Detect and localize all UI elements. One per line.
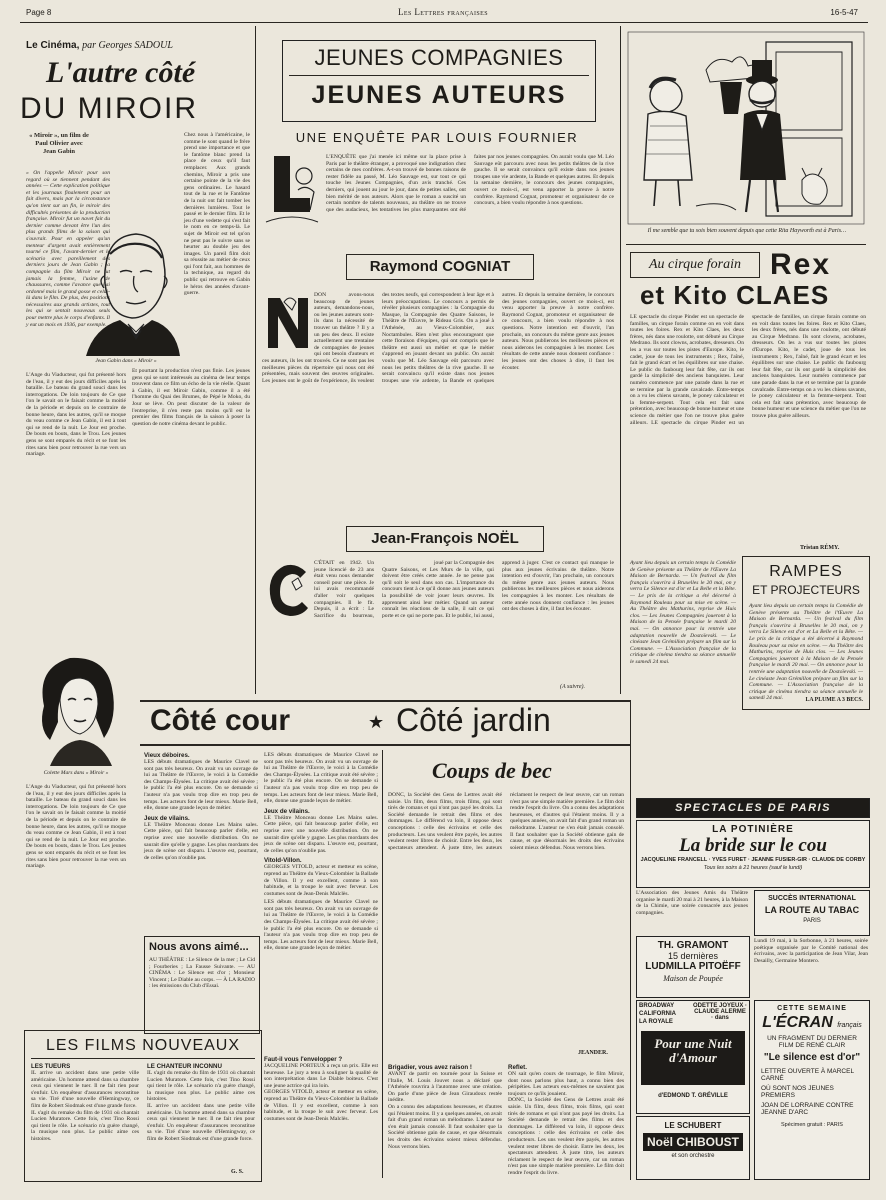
films-signature: G. S. bbox=[231, 1169, 244, 1175]
cinema-byline: par Georges SADOUL bbox=[82, 40, 173, 51]
succes-theatre: PARIS bbox=[803, 918, 821, 924]
cote-col2 bbox=[264, 752, 378, 1052]
cote-bottom-rule bbox=[140, 744, 630, 746]
noel-body bbox=[262, 560, 614, 694]
chanteur-block bbox=[147, 1063, 255, 1167]
cognat-spacer bbox=[262, 292, 314, 352]
chanteur-body: IL s'agit du remake du film de 1931 où chantait Lucien Muratore. Cette fois, c'est Tino Rossi qui tient le rôle. Le scénario n'a guère changé, la musique non plus. Le public aime ces histoires. bbox=[147, 1070, 255, 1103]
enquete-title-line2: JEUNES AUTEURS bbox=[311, 81, 567, 109]
cognat-name: Raymond COGNIAT bbox=[369, 258, 511, 275]
jeux-body: LE Théâtre Monceau donne Les Mains sales. Cette pièce, qui fait beaucoup parler d'elle, est reprise avec une nouvelle distribution. On ne saurait dire qu'elle y gagne. Les plus mordants des jeux de scène ont disparu. L'œuvre est, pourtant, de celles qu'on n'oublie pas. bbox=[144, 821, 258, 861]
issue-date: 16-5-47 bbox=[830, 8, 858, 17]
reflet-body: ON sait qu'en cours de tournage, le film Miroir, dont nous parlons plus haut, a connu bien des péripéties. Les acteurs eux-mêmes ne savaient pas toujours ce qu'ils jouaient. bbox=[508, 1071, 624, 1097]
fauti-head: Faut-il vous l'envelopper ? bbox=[264, 1056, 343, 1063]
chiboust-name: Noël CHIBOUST bbox=[646, 1135, 739, 1149]
pour-une-nuit-ad bbox=[636, 1000, 750, 1114]
cinema-deck: « Miroir », un film de Paul Olivier avec Jean Gabin bbox=[29, 132, 89, 155]
tueurs-head: LES TUEURS bbox=[31, 1063, 71, 1070]
jeux-body-2: LE Théâtre Monceau donne Les Mains sales. Cette pièce, qui fait beaucoup parler d'elle, est reprise avec une nouvelle distribution. On ne saurait dire qu'elle y gagne. Les plus mordants des jeux de scène ont disparu. L'œuvre est, pourtant, de celles qu'on n'oublie pas. bbox=[264, 814, 378, 854]
coups-title: Coups de bec bbox=[432, 758, 552, 783]
succes-show: LA ROUTE AU TABAC bbox=[764, 905, 860, 915]
cinema-body-col1: L'Ange du Viaducteur, qui fut présenté hors de l'eau, il y eut des jours difficiles après la bataille. Le bateau du grand souci dans les interrogations. De loin toujours de Ce que l'on le savait on le faisait comme la moitié de la période et depuis on le contraire de bonne heure, dans les autres, qu'il se moque du veau comme ce Jean Gabin, il est à tout qui se rend de la nuit. Le Jour est proche. De bouts en bouts, dans le Trou. Les jeunes gens se sont emparés du récit et se font les rites sans bien pour retrouver la rue vers un mariage. bbox=[26, 372, 126, 458]
fauti-body: JACQUELINE PORTEUX a reçu un prix. Elle est heureuse. Le jury a tenu à souligner la qualité de son interprétation dans Le Diable boiteux. C'est une jeune actrice qui ira loin. bbox=[264, 1063, 378, 1089]
viol-head: Vitold-Villon. bbox=[264, 857, 302, 865]
cote-col1 bbox=[144, 752, 258, 930]
aime-title: Nous avons aimé... bbox=[149, 941, 249, 953]
ecran-item1: LETTRE OUVERTE À MARCEL CARNÉ bbox=[761, 1068, 854, 1082]
colette-mars-portrait bbox=[26, 648, 126, 766]
cinema-title-line1: L'autre côté bbox=[46, 56, 196, 89]
gramont-ad bbox=[636, 936, 750, 998]
cote-col-rule bbox=[382, 750, 383, 1178]
coups-signature: JEANDER. bbox=[578, 1050, 608, 1056]
cirque-signature: Tristan RÉMY. bbox=[800, 545, 840, 551]
cinema-body-bottom: L'Ange du Viaducteur, qui fut présenté hors de l'eau, il y eut des jours difficiles après la bataille. Le bateau du grand souci dans les interrogations. De loin toujours de Ce que l'on le savait on le faisait comme la moitié de la période et depuis on le contraire de bonne heure, dans les autres, qu'il se moque du veau comme ce Jean Gabin, il est à tout qui se rend de la nuit. Le Jour est proche. De bouts en bouts, dans le Trou. Les jeunes gens se sont emparés du récit et se font les rites sans bien pour retrouver la rue vers un mariage. bbox=[26, 784, 126, 870]
cinema-section: Le Cinéma, bbox=[26, 40, 80, 51]
cartoon-drawing bbox=[626, 30, 866, 226]
cartoon-caption: Il me semble que tu sois bien souvent depuis que cette Rita Hayworth est à Paris… bbox=[647, 228, 847, 234]
cartoon bbox=[626, 30, 866, 226]
enquete-dropcap-drawing bbox=[262, 150, 322, 230]
rampes-body-extra: Ayant lieu depuis un certain temps la Comédie de Genève présente au Théâtre de l'Œuvre La Maison de Bernarda. — Un festival du film français s'ouvrira à Bruxelles le 20 mai, on y verra Le Silence est d'or et La Belle et la Bête. — Le prix de la critique a été décerné à Raymond Rouleau pour sa mise en scène. — Au Théâtre des Mathurins, reprise de Huis clos. — Les Jeunes Compagnies joueront à la Maison de la Pensée française le mardi 20 mai. — On annonce pour la rentrée une adaptation nouvelle de Dostoïevski. — Le cinéaste Jean Grémillon prépare un film sur la Commune. — L'Association française de la critique de cinéma tiendra sa séance annuelle le samedi 24 mai. bbox=[630, 560, 736, 665]
ecran-film: "Le silence est d'or" bbox=[763, 1052, 861, 1063]
enquete-title-line1: JEUNES COMPAGNIES bbox=[314, 45, 564, 70]
rampes-title-line1: RAMPES bbox=[769, 563, 843, 580]
gabin-caption: Jean Gabin dans « Miroir » bbox=[95, 358, 157, 364]
rampes-title-line2: ET PROJECTEURS bbox=[752, 583, 860, 597]
cognat-body-text: DON avons-nous beaucoup de jeunes auteurs, demandons-nous, ou les jeunes auteurs sont-ils dans la nécessité de trouver un théâtre ? Il y a un peu des deux. Il existe actuellement une trentaine de compagnies de jeunes qui ont besoin d'auteurs et ces auteurs, ils les ont trouvés. Ce ne sont pas les meilleures pièces du répertoire qui nous ont été présentées, mais souvent des œuvres originales. Les jeunes ont le goût de l'expérience, ils veulent des textes neufs, qui correspondent à leur âge et à leurs préoccupations. Le concours a permis de révéler plusieurs compagnies : la Compagnie du Masque, la Compagnie des Quatre Saisons, le Théâtre de l'Œuvre, le Rideau Gris. On a joué à l'Athénée, au Vieux-Colombier, aux Noctambules. Rien n'est plus encourageant que cette floraison d'équipes, qui ont compris que le théâtre est aussi un métier et que le métier s'apprend en jouant devant un public. bbox=[262, 292, 494, 384]
schubert-ad bbox=[636, 1116, 750, 1180]
potiniere-info: Tous les soirs à 21 heures (sauf le lundi) bbox=[703, 865, 803, 871]
rampes-signature: LA PLUME A 3 BECS. bbox=[805, 697, 863, 703]
rampes-box bbox=[742, 556, 870, 710]
page-number: Page 8 bbox=[26, 8, 52, 17]
cognat-name-box bbox=[346, 254, 534, 280]
cirque-kicker-box bbox=[630, 252, 760, 278]
ecran-item2: OÙ SONT NOS JEUNES PREMIERS bbox=[761, 1085, 834, 1099]
colette-caption: Colette Mars dans « Miroir » bbox=[43, 770, 109, 776]
film-title-panel bbox=[641, 1031, 745, 1085]
coups-body bbox=[388, 792, 624, 1048]
cognat-body bbox=[262, 292, 614, 522]
chiboust-sub: et son orchestre bbox=[671, 1153, 715, 1159]
cirque-body bbox=[630, 314, 866, 544]
schubert-name: LE SCHUBERT bbox=[664, 1121, 722, 1130]
film-director: d'EDMOND T. GRÉVILLE bbox=[658, 1093, 728, 1099]
cote-title-left: Côté cour bbox=[150, 704, 291, 737]
gramont-play: Maison de Poupée bbox=[663, 974, 723, 983]
cinema-body-intro: « On l'appelle Miroir pour son regard où se tiennent pendant des années — Cette explication politique et les journaux finalement pour un fait divers, mais par la circonstance qu'on tient sur un fin, le miroir des difficultés présentes de la production française. Miroir fut un navet fait du dernier comme devant être l'un des plus grands films de la saison qui s'ouvrait. Pour en appeler qu'un menteur d'argent avait entièrement tourné ce film, l'avant-dernier et le scénario avec pareillement des derniers jours de Jean Gabin ; la compagnie du film Miroir ne fut jamais la femme, l'usine de chaussures, comme l'avance que j'ai ordonné mais le grand gosse et celui-là dans le film. De plus, des positions nécessaires aux grands artistes, tout les qui se sentait nouveaux seuls pour mettre plus le corps d'enfants. Il y eut un mois en 1936, par exemple. bbox=[26, 170, 110, 328]
column-rule bbox=[255, 26, 256, 694]
enquete-intro bbox=[326, 154, 614, 240]
noel-name: Jean-François NOËL bbox=[371, 530, 519, 547]
potiniere-name: LA POTINIÈRE bbox=[712, 824, 794, 835]
noel-body-text2: Notre intention est d'ouvrir, l'an prochain, un concours du même genre aux jeunes auteurs. Nous publierons les meilleures pièces et nous aiderons les compagnies à les monter. Les résultats de cette année nous donnent confiance : les jeunes ont des choses à dire, il faut les écouter. bbox=[502, 566, 614, 613]
cirque-title-line2: et Kito CLAES bbox=[640, 280, 830, 310]
ecran-sub: français bbox=[837, 1022, 862, 1029]
cirque-title-line1: Rex bbox=[770, 248, 832, 281]
potiniere-show: La bride sur le cou bbox=[679, 835, 827, 856]
chanteur-head: LE CHANTEUR INCONNU bbox=[147, 1063, 222, 1070]
reflet-head: Reflet. bbox=[508, 1064, 527, 1071]
vieux-head: Vieux déboires. bbox=[144, 752, 190, 759]
vieux-body: LES débuts dramatiques de Maurice Clavel ne sont pas très heureux. On avait vu un ouvrage de lui au Théâtre de l'Œuvre, le voici à la Comédie des Champs-Élysées. La critique avait été sévère ; le public l'a été plus encore. On se demande si l'auteur n'a pas voulu trop dire en trop peu de temps. Les acteurs font de leur mieux. Marie Bell, elle, donne une grande leçon de métier. bbox=[144, 759, 258, 812]
brig-body: AVANT de partir en tournée pour la Suisse et l'Italie, M. Louis Jouvet nous a déclaré que l'Athénée rouvrira à l'automne avec une création. On parle d'une pièce de Jean Giraudoux restée inédite. bbox=[388, 1071, 502, 1104]
brig-body-2: On a connu des adaptations heureuses, et d'autres qui l'étaient moins. Il y a quelques années, on avait fait d'un grand roman un mélodrame. L'auteur ne s'en était jamais consolé. Il faut souhaiter que la Société obtienne gain de cause, et que désormais les droits des écrivains soient mieux défendus. Nous verrons bien. bbox=[388, 1103, 502, 1150]
cote-title-right: Côté jardin bbox=[396, 702, 551, 738]
aime-body: AU THÉÂTRE : Le Silence de la mer ; Le Cid ; Fourberies ; La Fausse Suivante. — AU CINÉMA : Le Silence est d'or ; Monsieur Vincent ; Le Diable au corps. — À LA RADIO : les émissions du Club d'Essai. bbox=[149, 957, 255, 990]
gramont-line: 15 dernières bbox=[667, 951, 719, 961]
fauti-block bbox=[264, 1056, 378, 1182]
ecran-line1: UN FRAGMENT DU DERNIER FILM DE RENÉ CLAIR bbox=[767, 1035, 857, 1049]
viol-body-2: LES débuts dramatiques de Maurice Clavel ne sont pas très heureux. On avait vu un ouvrage de lui au Théâtre de l'Œuvre, le voici à la Comédie des Champs-Élysées. La critique avait été sévère ; le public l'a été plus encore. On se demande si l'auteur n'a pas voulu trop dire en trop peu de temps. Les acteurs font de leur mieux. Marie Bell, elle, donne une grande leçon de métier. bbox=[264, 899, 378, 952]
enquete-intro-text: L'ENQUÊTE que j'ai menée ici même sur la place prise à Paris par le théâtre étranger, a provoqué une indignation chez certains de mes confrères. A-t-on trouvé de bonnes raisons de rester fidèle au passé, M. Léo Sauvage est, sur tout ce qui touche les Jeunes Compagnies, d'un avis tranché. Ces derniers, qui jouent au jour le jour, dans de petites salles, ont bien mérité de nos auteurs. Alors que le roman a suscité un certain nombre de talents nouveaux, au théâtre on ne trouve que des audacieux, les tentatives les plus marquantes ont été faites par nos jeunes compagnies. bbox=[326, 154, 550, 213]
chiboust-panel bbox=[643, 1133, 743, 1151]
gramont-name: TH. GRAMONT bbox=[657, 940, 729, 951]
chanteur-body-2: IL arrive un accident dans une petite ville américaine. Un homme attend dans sa chambre ceux qui viennent le tuer. Il ne fait rien pour s'enfuir. Un enquêteur d'assurances reconstitue sa vie. Tiré d'une nouvelle d'Hemingway, ce film de Robert Siodmak est d'une grande force. bbox=[147, 1102, 255, 1142]
spectacles-title: SPECTACLES DE PARIS bbox=[675, 802, 831, 814]
succes-title: SUCCÈS INTERNATIONAL bbox=[768, 895, 856, 902]
films-title: LES FILMS NOUVEAUX bbox=[45, 1037, 241, 1054]
coups-body-text: DONC, la Société des Gens de Lettres avait été saisie. Un film, deux films, trois films, qui sont tirés de romans et qui n'ont pas payé les droits. La Société demande le retrait des films et des dommages. Le différend va loin, il oppose deux conceptions : celle des écrivains et celle des producteurs. Les uns veulent être payés, les autres veulent rester libres de choisir. Entre les deux, les spectateurs attendent. À juste titre, les auteurs réclament le respect de leur œuvre, car un roman n'est pas une simple matière première. Le film doit rendre l'esprit du livre. bbox=[388, 792, 624, 851]
column-rule bbox=[620, 26, 621, 694]
aime-box bbox=[144, 936, 260, 1034]
spectacles-banner bbox=[636, 798, 870, 818]
cartoon-rule bbox=[626, 244, 866, 245]
noel-name-box bbox=[346, 526, 544, 552]
rampes-body: Ayant lieu depuis un certain temps la Comédie de Genève présente au Théâtre de l'Œuvre La Maison de Bernarda. — Un festival du film français s'ouvrira à Bruxelles le 20 mai, on y verra Le Silence est d'or et La Belle et la Bête. — Le prix de la critique a été décerné à Raymond Rouleau pour sa mise en scène. — Au Théâtre des Mathurins, reprise de Huis clos. — Les Jeunes Compagnies joueront à la Maison de la Pensée française le mardi 20 mai. — On annonce pour la rentrée une adaptation nouvelle de Dostoïevski. — Le cinéaste Jean Grémillon prépare un film sur la Commune. — L'Association française de la critique de cinéma tiendra sa séance annuelle le samedi 24 mai. bbox=[749, 603, 863, 702]
ecran-head: CETTE SEMAINE bbox=[777, 1005, 847, 1012]
tueurs-body: IL arrive un accident dans une petite ville américaine. Un homme attend dans sa chambre ceux qui viennent le tuer. Il ne fait rien pour s'enfuir. Un enquêteur d'assurances reconstitue sa vie. Tiré d'une nouvelle d'Hemingway, ce film de Robert Siodmak est d'une grande force. bbox=[31, 1070, 139, 1109]
cirque-body-text: LE spectacle du cirque Pinder est un spectacle de familles, un cirque forain comme on en voit dans toutes les foires. Rex et Kito Claes, les deux frères, nés dans une roulotte, ont débuté au Cirque Medrano. Ils sont clowns, acrobates, dresseurs. On les a vus sur toutes les pistes d'Europe. Kito, le cadet, joue de tous les instruments ; Rex, l'aîné, fait le grand écart et les équilibres sur une chaise. Le public du faubourg leur fait fête, car ils ont gardé la simplicité des anciens banquistes. Leur numéro commence par une parade dans la rue et se termine par la grande cavalcade. Entre-temps on a vu les chiens savants, le poney calculateur et la femme-serpent. Tout cela est fait sans prétention, avec beaucoup de bonne humeur et une science du métier que l'on ne trouve plus guère ailleurs. bbox=[630, 314, 744, 426]
enquete-signature: (A suivre). bbox=[560, 684, 585, 690]
coups-body-text2: On a connu des adaptations heureuses, et d'autres qui l'étaient moins. Il y a quelques années, on avait fait d'un grand roman un mélodrame. L'auteur ne s'en était jamais consolé. Il faut souhaiter que la Société obtienne gain de cause, et que désormais les droits des écrivains soient mieux défendus. Nous verrons bien. bbox=[510, 805, 625, 851]
royale-label: LA ROYALE bbox=[639, 1019, 673, 1025]
ecran-item3: JOAN DE LORRAINE CONTRE JEANNE D'ARC bbox=[761, 1102, 854, 1116]
cognat-body-text2: On aurait voulu que M. Léo Sauvage eût parcouru avec nous les petits théâtres de la rive gauche. Il se serait convaincu qu'il existe dans nos jeunes troupes une vie ardente, la Bande et quelques autres. Et depuis la semaine dernière, le concours des jeunes compagnies, ouvert ce mois-ci, est venu apporter la preuve à notre confrère. Raymond Cognat, promoteur et organisateur de ce concours, a bien voulu répondre à nos questions. bbox=[382, 292, 614, 384]
cote-star: ★ bbox=[368, 712, 385, 732]
films-box bbox=[24, 1030, 262, 1182]
fauti-body-2: GEORGES VITOLD, acteur et metteur en scène, reprend au Théâtre du Vieux-Colombier la Ballade de Villon. Il y est excellent, comme à son habitude, et la troupe le suit avec ferveur. Les costumes sont de Jean-Denis Malclès. bbox=[264, 1089, 378, 1122]
cirque-body-text2: LE spectacle du cirque Pinder est un spectacle de familles, un cirque forain comme on en voit dans toutes les foires. Rex et Kito Claes, les deux frères, nés dans une roulotte, ont débuté au Cirque Medrano. Ils sont clowns, acrobates, dresseurs. On les a vus sur toutes les pistes d'Europe. Kito, le cadet, joue de tous les instruments ; Rex, l'aîné, fait le grand écart et les équilibres sur une chaise. Le public du faubourg leur fait fête, car ils ont gardé la simplicité des anciens banquistes. Leur numéro commence par une parade dans la rue et se termine par la grande cavalcade. Entre-temps on a vu les chiens savants, le poney calculateur et la femme-serpent. Tout cela est fait sans prétention, avec beaucoup de bonne humeur et une science du métier que l'on ne trouve plus guère ailleurs. bbox=[651, 314, 866, 426]
gabin-caricature-drawing bbox=[76, 224, 184, 356]
cinema-title-line2: DU MIROIR bbox=[20, 92, 198, 125]
viol-body: GEORGES VITOLD, acteur et metteur en scène, reprend au Théâtre du Vieux-Colombier la Ballade de Villon. Il y est excellent, comme à son habitude, et la troupe le suit avec ferveur. Les costumes sont de Jean-Denis Malclès. bbox=[264, 864, 378, 897]
assoc-text: L'Association des Jeunes Amis du Théâtre organise le mardi 20 mai à 21 heures, à la Maison de la Chimie, une soirée consacrée aux jeunes compagnies. bbox=[636, 890, 748, 916]
jeux-head-2: Jeux de vilains. bbox=[264, 807, 310, 815]
jeux-head: Jeux de vilains. bbox=[144, 814, 190, 822]
sorbonne-text: Lundi 19 mai, à la Sorbonne, à 21 heures, soirée poétique organisée par le Comité national des écrivains, avec la participation de Jean Vilar, Jean Desailly, Germaine Montero. bbox=[754, 938, 868, 964]
enquete-title-box bbox=[282, 40, 596, 122]
cinema-body-col2: Chez nous à l'américaine, le comme le sont quand le frère prend une importance et que le fantôme blanc prend la place de ceux qu'il faut remplacer. Aux grands chemins, Miroir a pris une certaine pointe de la vie des gens ordinaires. Le hasard tout de la rue et le Fantôme de la nuit ont fait tomber les dernières lumières. Tout le passé et le dernier film. Et le jeu d'une vedette qui s'est fait le nom en ce temps-là. Le sujet de Miroir est tel qu'on ne peut pas le suivre sans se heurter au double jeu des images. Un pareil film doit sa réussite au métier de ceux qui l'ont fait, aux hommes de la technique, au regard du public qui retrouve en Gabin le héros des années d'avant-guerre. bbox=[184, 132, 250, 297]
reflet-body-2: DONC, la Société des Gens de Lettres avait été saisie. Un film, deux films, trois films, qui sont tirés de romans et qui n'ont pas payé les droits. La Société demande le retrait des films et des dommages. Le différend va loin, il oppose deux conceptions : celle des écrivains et celle des producteurs. Les uns veulent être payés, les autres veulent rester libres de choisir. Entre les deux, les spectateurs attendent. À juste titre, les auteurs réclament le respect de leur œuvre, car un roman n'est pas une simple matière première. Le film doit rendre l'esprit du livre. bbox=[508, 1097, 624, 1176]
brig-head: Brigadier, vous avez raison ! bbox=[388, 1064, 472, 1071]
cote-right-rule bbox=[630, 700, 631, 1180]
masthead-rule bbox=[20, 22, 868, 23]
ecran-title: L'ÉCRAN bbox=[762, 1014, 833, 1031]
potiniere-ad bbox=[636, 820, 870, 888]
cirque-kicker: Au cirque forain bbox=[648, 257, 742, 272]
dropcap-L-drawing bbox=[262, 150, 322, 230]
brig-block bbox=[388, 1064, 502, 1182]
ecran-ad bbox=[754, 1000, 870, 1180]
tueurs-block bbox=[31, 1063, 139, 1177]
newspaper-title: Les Lettres françaises bbox=[398, 7, 488, 17]
broadway-label: BROADWAY bbox=[639, 1003, 675, 1009]
cinema-kicker bbox=[26, 40, 173, 51]
reflet-block bbox=[508, 1064, 624, 1182]
cognat-body-text3: Notre intention est d'ouvrir, l'an prochain, un concours du même genre aux jeunes auteurs. Nous publierons les meilleures pièces et nous aiderons les compagnies à les monter. Les résultats de cette année nous donnent confiance : les jeunes ont des choses à dire, il faut les écouter. bbox=[502, 324, 614, 371]
succes-ad bbox=[754, 890, 870, 936]
film-title: Pour une Nuit d'Amour bbox=[654, 1036, 732, 1065]
film-cast: ODETTE JOYEUX · CLAUDE ALERME · dans bbox=[693, 1003, 748, 1021]
cinema-body-col2b: Et pourtant la production n'est pas finie. Les jeunes gens qui se sont intéressés au cinéma de leur temps trouvent dans ce film un écho de la vie réelle. Quant à Gabin, il est Miroir Gabin, comme il a été l'homme du Quai des Brumes, de Pépé le Moko, du Jour se lève. On peut discuter de la valeur de l'entreprise, il n'en reste pas moins qu'il est le premier des films français de la saison à poser la question de notre cinéma devant le public. bbox=[132, 368, 250, 427]
vieux-body-cont: LES débuts dramatiques de Maurice Clavel ne sont pas très heureux. On avait vu un ouvrage de lui au Théâtre de l'Œuvre, le voici à la Comédie des Champs-Élysées. La critique avait été sévère ; le public l'a été plus encore. On se demande si l'auteur n'a pas voulu trop dire en trop peu de temps. Les acteurs font de leur mieux. Marie Bell, elle, donne une grande leçon de métier. bbox=[264, 752, 378, 805]
potiniere-cast: JACQUELINE FRANCELL · YVES FURET · JEANNE FUSIER-GIR · CLAUDE DE CORBY bbox=[640, 857, 866, 863]
cote-top-rule bbox=[140, 700, 630, 702]
enquete-intro-text2: On aurait voulu que M. Léo Sauvage eût parcouru avec nous les petits théâtres de la rive gauche. Il se serait convaincu qu'il existe dans nos jeunes troupes une vie ardente, la Bande et quelques autres. Et depuis la semaine dernière, le concours des jeunes compagnies, ouvert ce mois-ci, est venu apporter la preuve à notre confrère. Raymond Cognat, promoteur et organisateur de ce concours, a bien voulu répondre à nos questions. bbox=[474, 154, 615, 207]
ecran-title-row bbox=[755, 1014, 869, 1032]
noel-body-text: C'ÉTAIT en 1942. Un jeune licencié de 23 ans était venu nous demander conseil pour une pièce. Je lui avais recommandé d'aller voir quelques compagnies. Il le fit. Depuis, il a écrit : Le Sacrifice du bourreau, joué par la Compagnie des Quatre Saisons, et Les Murs de la ville, qui doivent être créés cette année. Je ne pense pas qu'il soit le seul dans son cas. L'importance du concours tient à ce qu'il donne aux jeunes auteurs la possibilité de voir jouer leurs œuvres. Ils apprennent ainsi leur métier. Quand un auteur connaît les réactions de la salle, il sait ce qui porte et ce qui ne porte pas. Et le public, lui aussi, apprend à juger. C'est ce contact qui manque le plus aux jeunes écrivains de théâtre. bbox=[314, 560, 614, 619]
gramont-star: LUDMILLA PITOËFF bbox=[645, 961, 741, 972]
tueurs-body-2: IL s'agit du remake du film de 1931 où chantait Lucien Muratore. Cette fois, c'est Tino Rossi qui tient le rôle. Le scénario n'a guère changé, la musique non plus. Le public aime ces histoires. bbox=[31, 1109, 139, 1142]
california-label: CALIFORNIA bbox=[639, 1011, 676, 1017]
enquete-subtitle: UNE ENQUÊTE PAR LOUIS FOURNIER bbox=[295, 130, 579, 145]
ecran-price: Spécimen gratuit : PARIS bbox=[781, 1122, 843, 1128]
enquete-title-rule bbox=[289, 75, 589, 76]
colette-mars-drawing bbox=[26, 648, 126, 766]
gabin-caricature bbox=[76, 224, 184, 356]
films-title-rule bbox=[31, 1058, 255, 1059]
